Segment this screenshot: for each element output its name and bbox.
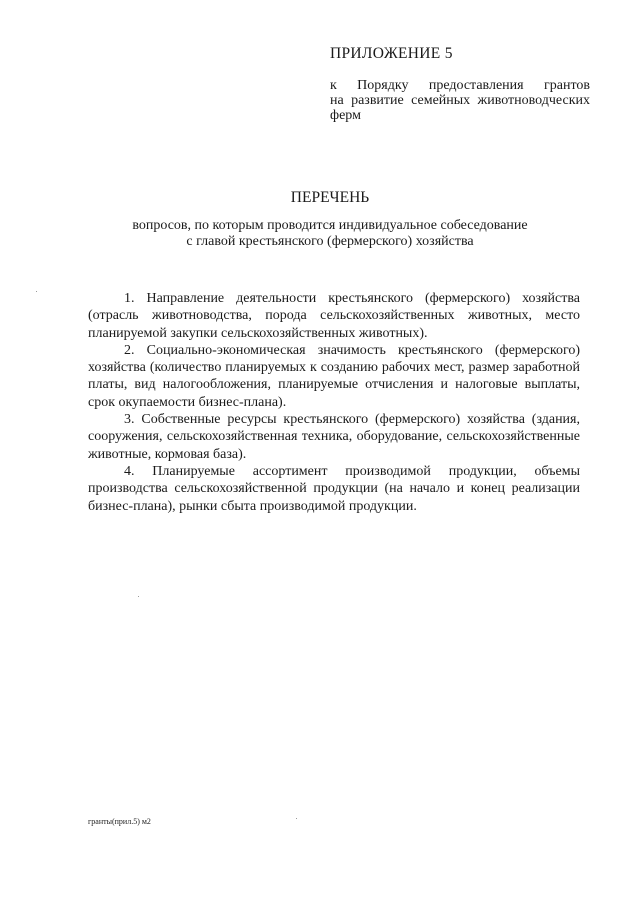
document-subtitle-line-2: с главой крестьянского (фермерского) хозяйства — [186, 234, 474, 249]
document-title-block — [60, 188, 600, 250]
scan-speck — [296, 818, 297, 819]
list-item: 1. Направление деятельности крестьянского (фермерского) хозяйства (отрасль животноводства, порода сельскохозяйственных животных, место планируемой закупки сельскохозяйственных животных). — [88, 291, 580, 341]
document-subtitle — [60, 218, 600, 250]
appendix-reference-line-1: к Порядку предоставления грантов — [330, 78, 590, 93]
scan-speck — [138, 596, 139, 597]
appendix-title: ПРИЛОЖЕНИЕ 5 — [330, 45, 453, 62]
document-subtitle-line-1: вопросов, по которым проводится индивидуальное собеседование — [132, 218, 528, 233]
document-title: ПЕРЕЧЕНЬ — [290, 189, 370, 206]
list-item: 3. Собственные ресурсы крестьянского (фермерского) хозяйства (здания, сооружения, сельскохозяйственная техника, оборудование, сельскохозяйственные животные, кормовая база). — [88, 412, 580, 462]
appendix-reference-line-2: на развитие семейных животноводческих — [330, 93, 590, 108]
questions-list — [88, 290, 580, 515]
appendix-reference — [330, 78, 590, 123]
scan-speck — [36, 291, 37, 292]
list-item: 4. Планируемые ассортимент производимой продукции, объемы производства сельскохозяйственной продукции (на начало и конец реализации бизнес-плана), рынки сбыта производимой продукции. — [88, 463, 580, 514]
appendix-header — [330, 44, 590, 123]
footer-filename: гранты(прил.5) м2 — [88, 817, 151, 826]
list-item: 2. Социально-экономическая значимость крестьянского (фермерского) хозяйства (количество планируемых к созданию рабочих мест, размер заработной платы, вид налогообложения, планируемые отчисления и налоговые выплаты, срок окупаемости бизнес-плана). — [88, 342, 580, 410]
appendix-reference-line-3: ферм — [330, 108, 361, 123]
